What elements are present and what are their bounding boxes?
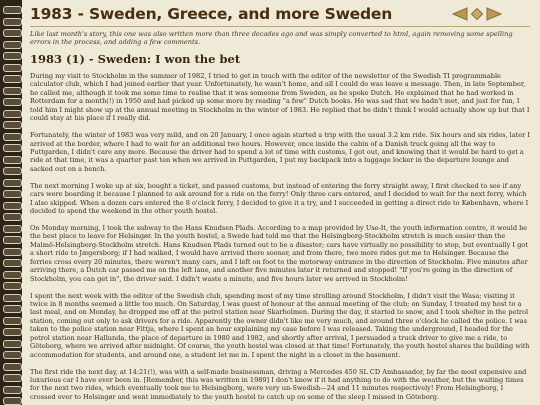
binding-ring: [3, 236, 22, 244]
binding-ring: [3, 29, 22, 37]
binding-ring: [3, 248, 22, 256]
binding-ring: [3, 110, 22, 118]
binding-ring: [3, 374, 22, 382]
binding-ring: [3, 213, 22, 221]
binding-ring: [3, 294, 22, 302]
paragraph: I spent the next week with the editor of the Swedish club, spending most of my time strolling around Stockholm, I didn't visit the Wasa; visiting it twice in 8 months seemed a little too much. On Saturday, I was guest of honour at the annual meeting of the club; on Sunday, I treated my host to a last meal, and on Monday, he dropped me off at the petrol station near Skarholmen. During the day, it started to snow, and I took shelter in the petrol station, coming out only to ask drivers for a ride. Apparently the owner didn't like me very much, and around three o'clock he called the police. I was taken to the police station near Fittja, where I spent an hour explaining my case before I was released. Taking the underground, I headed for the petrol station near Hallunda, the place of departure in 1980 and 1982, and shortly after arrival, I persuaded a truck driver to give me a ride, to Göteborg, where we arrived after midnight. Of course, the youth hostel was closed at that time! Fortunately, the youth hostel shares the building with accommodation for students, and around one, a student let me in. I spent the night in a closet in the basement.: [30, 291, 530, 359]
binding-ring: [3, 52, 22, 60]
binding-ring: [3, 397, 22, 405]
binding-ring: [3, 282, 22, 290]
binding-ring: [3, 328, 22, 336]
paragraph: On Monday morning, I took the subway to the Hans Knudsen Plads. According to a map provided by Use-It, the youth information centre, it would be the best place to leave for Helsingør. In the youth hostel, a Swede had told me that the Helsingborg-Stockholm stretch is much easier than the Malmö-Helsingborg-Stockholm stretch. Hans Knudsen Plads turned out to be a disaster; cars have virtually no possibility to stop, but eventually I got a short ride to Jægersborg; if I had walked, I would have arrived there sooner, and from there, two more rides got me to Helsingør. Because the ferries cross every 20 minutes, there weren't many cars, and I left on foot to the motorway entrance in the direction of Stockholm. Five minutes after arriving there, a Dutch car passed me on the left lane, and another five minutes later it returned and stopped! "If you're going in the direction of Stockholm, you can get in", the driver said. I didn't waste a minute, and five hours later we arrived in Stockholm!: [30, 223, 528, 283]
binding-ring: [3, 6, 22, 14]
page-title: 1983 - Sweden, Greece, and more Sweden: [30, 5, 393, 23]
binding-ring: [3, 271, 22, 279]
binding-ring: [3, 340, 22, 348]
binding-ring: [3, 225, 22, 233]
paragraph: The first ride the next day, at 14:21(!), was with a self-made businessman, driving a Mercedes 450 SL CD Ambassador, by far the most expensive and luxurious car I have ever been in. [Remember, this was written in 1989] I don't know if it had anything to do with the weather, but the waiting times for the next two rides, which eventually took me to Helsingborg, were very un-Swedish—24 and 11 minutes respectively! From Helsingborg, I crossed over to Helsingør and went immediately to the youth hostel to catch up on some of the sleep I missed in Göteborg.: [30, 367, 527, 401]
triangle-right-icon[interactable]: [486, 7, 502, 21]
binding-ring: [3, 190, 22, 198]
binding-ring: [3, 121, 22, 129]
page-navigation: [452, 7, 502, 21]
paragraph: Fortunately, the winter of 1983 was very mild, and on 20 January, I once again started a trip with the usual 3.2 km ride. Six hours and six rides, later I arrived at the border, where I had to wait for an additional two hours. However, once inside the cabin of a Danish truck going all the way to Puttgarden, I didn't care any more. Because the driver had to spend a lot of time with customs, I got out, and knowing that it would be hard to get a ride at that time, it was a quarter past ten when we arrived in Puttgarden, I put my backpack into a luggage locker in the departure lounge and sacked out on a bench.: [30, 131, 530, 173]
binding-ring: [3, 317, 22, 325]
binding-ring: [3, 18, 22, 26]
triangle-left-icon[interactable]: [452, 7, 468, 21]
diamond-icon[interactable]: [471, 8, 483, 20]
title-divider: [30, 26, 530, 27]
article-body: [30, 72, 530, 405]
title-bar: [30, 4, 530, 24]
binding-ring: [3, 41, 22, 49]
binding-ring: [3, 75, 22, 83]
binding-ring: [3, 363, 22, 371]
binding-ring: [3, 351, 22, 359]
binding-ring: [3, 386, 22, 394]
binding-ring: [3, 144, 22, 152]
intro-text: Like last month's story, this one was also written more than three decades ago and was simply converted to html, again removing some spelling errors in the process, and adding a few comments.: [30, 30, 513, 47]
binding-ring: [3, 167, 22, 175]
binding-ring: [3, 98, 22, 106]
binding-ring: [3, 259, 22, 267]
binding-ring: [3, 64, 22, 72]
paragraph: The next morning I woke up at six, bought a ticket, and passed customs, but instead of entering the ferry straight away, I first checked to see if any cars were boarding it because I planned to ask around for a ride on the ferry! Only three cars entered, and I decided to wait for the next ferry, which I also skipped. When a dozen cars entered the 8 o'clock ferry, I decided to give it a try, and I succeeded in getting a direct ride to København, where I decided to spend the weekend in the other youth hostel.: [30, 181, 529, 216]
spiral-binding: [0, 0, 22, 405]
binding-ring: [3, 133, 22, 141]
binding-ring: [3, 179, 22, 187]
section-heading: 1983 (1) - Sweden: I won the bet: [30, 52, 241, 66]
binding-ring: [3, 202, 22, 210]
page-content: [26, 0, 534, 405]
binding-ring: [3, 305, 22, 313]
binding-ring: [3, 87, 22, 95]
binding-ring: [3, 156, 22, 164]
paragraph: During my visit to Stockholm in the summer of 1982, I tried to get in touch with the editor of the newsletter of the Swedish TI programmable calculator club, which I had joined earlier that year. Unfortunately, he wasn't home, and all I could do was leave a message. Then, in late September, he called me, although it took me some time to realise that it was someone from Sweden, as he spoke Dutch. He explained that he had worked in Rotterdam for a month(!) in 1950 and had picked up some more by reading "a few" Dutch books. He was sad that we hadn't met, and just for fun, I told him I might show up at the annual meeting in Stockholm in the winter of 1983. He replied that he didn't think I would actually show up but that I could stay at his place if I really did.: [30, 72, 530, 123]
